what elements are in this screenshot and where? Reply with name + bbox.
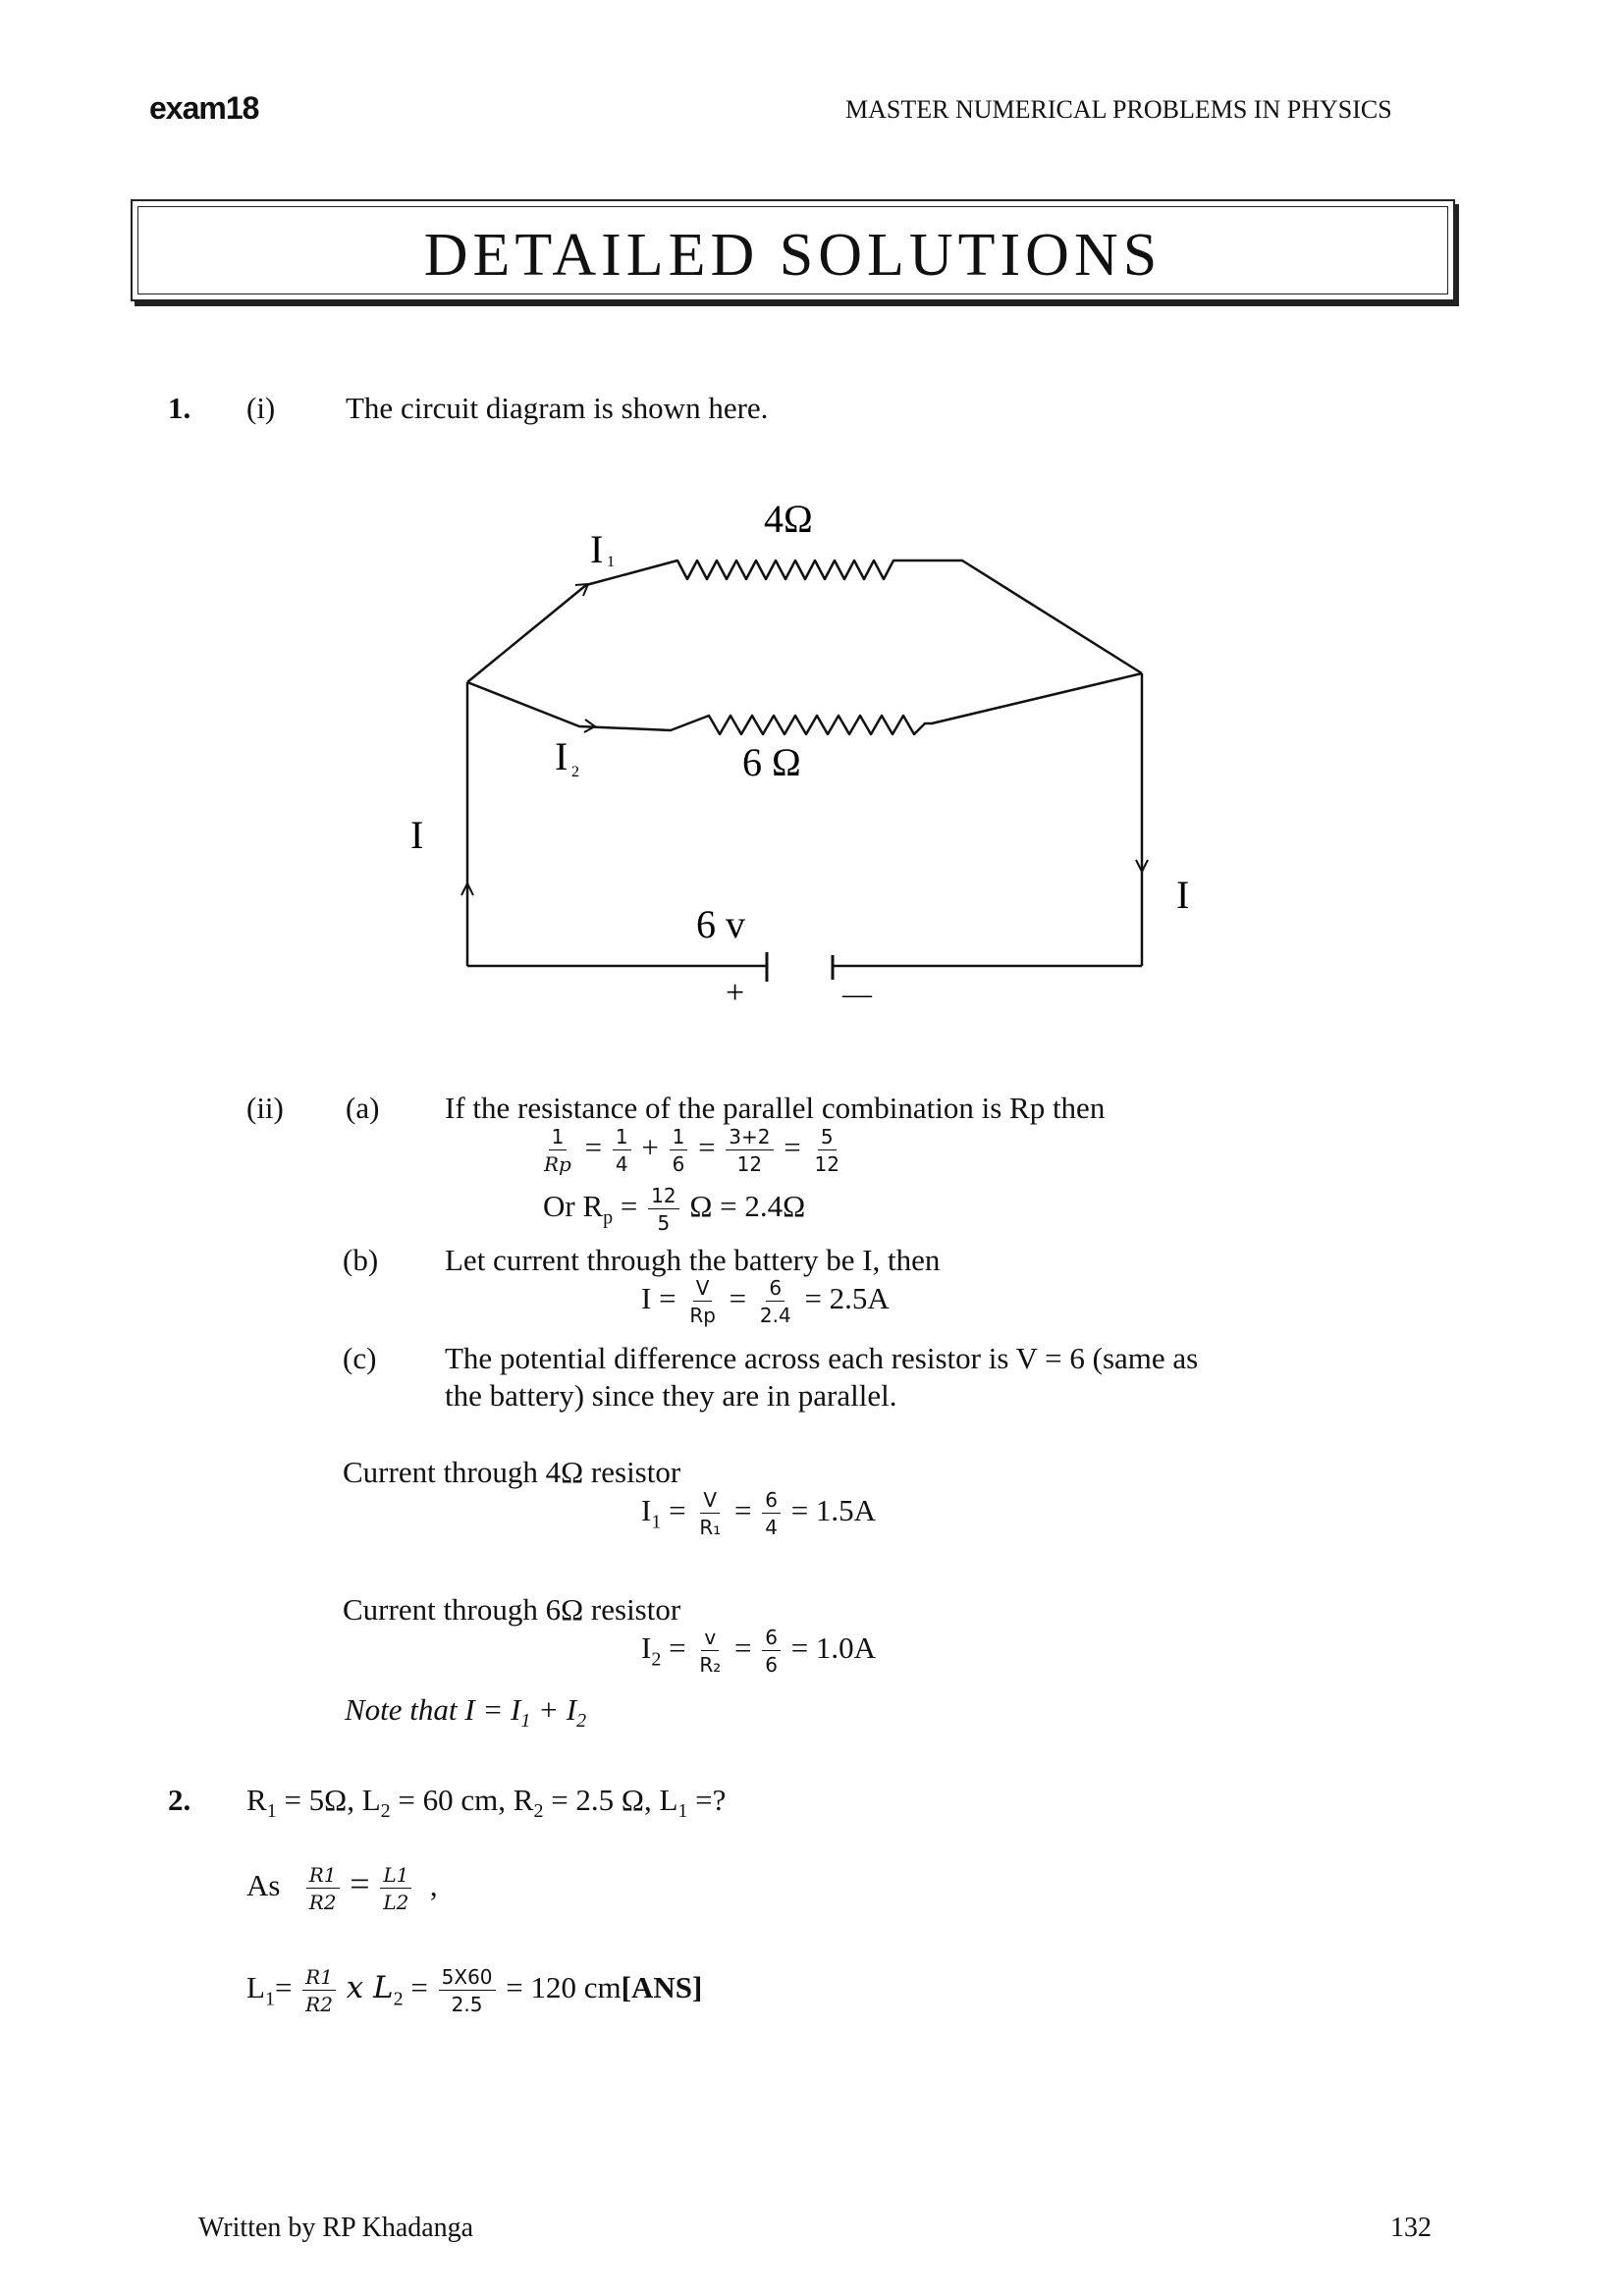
note-sub-2: 2 <box>576 1710 587 1733</box>
numerator: 12 <box>648 1186 678 1209</box>
times-l2: x L <box>346 1970 394 2006</box>
rp-lhs: Or R <box>543 1189 604 1224</box>
comma: , <box>429 1868 438 1902</box>
numerator: 1 <box>613 1127 631 1150</box>
denominator: L2 <box>383 1890 409 1914</box>
fraction <box>696 1490 724 1537</box>
label-current-right: I <box>1176 873 1190 917</box>
page-number: 132 <box>1390 2213 1432 2243</box>
given-l1-value: =? <box>687 1783 727 1817</box>
logo: exam18 <box>149 90 259 126</box>
equation-i1 <box>641 1490 876 1537</box>
fraction <box>380 1862 411 1914</box>
fraction <box>762 1628 781 1675</box>
circuit-diagram <box>0 0 1623 1080</box>
q1-part-i-label: (i) <box>246 391 276 425</box>
q1-c-line2: the battery) since they are in parallel. <box>445 1378 897 1413</box>
denominator: 12 <box>814 1152 839 1176</box>
q1-a-text: If the resistance of the parallel combination is Rp then <box>445 1091 1106 1125</box>
l1-lhs-sub: 1 <box>264 1988 275 2010</box>
given-l2-value: = 60 cm, R <box>390 1783 534 1817</box>
denominator: 4 <box>765 1516 778 1539</box>
equals-sign: = <box>784 1130 801 1165</box>
i2-result: = 1.0A <box>790 1630 877 1666</box>
label-i2-sub: 2 <box>571 764 579 780</box>
q1-c-label: (c) <box>343 1341 377 1375</box>
denominator: R₁ <box>699 1516 722 1539</box>
denominator: Rp <box>689 1304 716 1327</box>
q2-result-equation <box>246 1967 702 2014</box>
numerator: 5X60 <box>439 1967 496 1991</box>
numerator: 1 <box>670 1127 688 1150</box>
given-r1-value: = 5Ω, L <box>276 1783 381 1817</box>
fraction <box>648 1186 678 1233</box>
equals-sign: = <box>661 1630 686 1666</box>
denominator: 12 <box>736 1152 763 1176</box>
fraction <box>306 1862 340 1914</box>
given-r1-sub: 1 <box>266 1800 277 1823</box>
denominator: Rp <box>544 1152 571 1176</box>
fraction <box>686 1278 719 1325</box>
denominator: 2.5 <box>451 1993 483 2016</box>
l1-lhs: L <box>246 1970 265 2005</box>
current-6-ohm-text: Current through 6Ω resistor <box>343 1592 681 1627</box>
denominator: 6 <box>672 1152 685 1176</box>
denominator: R₂ <box>699 1653 722 1677</box>
resistor-4-ohm-branch <box>467 561 1142 682</box>
given-l2-sub: 2 <box>380 1800 391 1823</box>
equals-sign: = <box>584 1130 603 1165</box>
resistor-6-ohm-branch <box>467 673 1142 734</box>
q1-b-label: (b) <box>343 1243 379 1277</box>
note-part-a: Note that I = I <box>345 1692 521 1727</box>
numerator: 6 <box>766 1278 784 1302</box>
denominator: R2 <box>308 1890 337 1914</box>
answer-tag: [ANS] <box>621 1970 703 2005</box>
fraction <box>726 1127 773 1174</box>
equals-sign: = <box>274 1970 293 2005</box>
note-part-b: + I <box>530 1692 577 1727</box>
footer-author: Written by RP Khadanga <box>198 2213 474 2243</box>
label-plus: + <box>726 975 745 1011</box>
equals-sign: = <box>733 1493 752 1528</box>
denominator: 6 <box>765 1653 778 1677</box>
numerator: 1 <box>549 1127 568 1150</box>
rp-tail: Ω = 2.4Ω <box>689 1189 806 1224</box>
i1-lhs: I <box>641 1493 652 1528</box>
numerator: 6 <box>762 1490 781 1514</box>
numerator: 3+2 <box>726 1127 773 1150</box>
equals-sign: = <box>698 1130 716 1165</box>
equation-parallel-resistance <box>538 1127 845 1174</box>
q1-part-ii-label: (ii) <box>246 1091 284 1125</box>
label-i1-sub: 1 <box>607 554 615 570</box>
label-i2: I <box>555 734 568 778</box>
equals-sign: = <box>733 1630 752 1666</box>
note-kirchhoff <box>345 1692 586 1733</box>
label-6-ohm: 6 Ω <box>742 740 801 784</box>
fraction <box>762 1490 781 1537</box>
numerator: R1 <box>302 1967 336 1991</box>
i1-lhs-sub: 1 <box>651 1511 662 1533</box>
equals-sign: = <box>410 1970 428 2005</box>
question-number-2: 2. <box>168 1783 191 1817</box>
page-title: DETAILED SOLUTIONS <box>423 222 1163 289</box>
q1-part-i-text: The circuit diagram is shown here. <box>346 391 769 425</box>
given-r2-value: = 2.5 Ω, L <box>543 1783 678 1817</box>
label-i1: I <box>590 527 604 571</box>
fraction <box>439 1967 496 2014</box>
numerator: L1 <box>380 1865 411 1889</box>
denominator: 5 <box>657 1211 671 1235</box>
l1-result: = 120 cm <box>506 1970 622 2005</box>
equals-sign: = <box>661 1493 686 1528</box>
given-r2-sub: 2 <box>533 1800 544 1823</box>
fraction <box>812 1127 842 1174</box>
numerator: 6 <box>762 1628 781 1651</box>
equals-sign: = <box>350 1864 370 1903</box>
denominator: 2.4 <box>759 1304 791 1327</box>
current-4-ohm-text: Current through 4Ω resistor <box>343 1455 681 1489</box>
equals-sign: = <box>729 1281 747 1316</box>
fraction <box>613 1127 631 1174</box>
q1-c-line1: The potential difference across each resistor is V = 6 (same as <box>445 1341 1199 1375</box>
i1-result: = 1.5A <box>790 1493 877 1528</box>
note-sub-1: 1 <box>520 1710 531 1733</box>
q1-a-label: (a) <box>346 1091 380 1125</box>
fraction <box>541 1127 574 1174</box>
i-result: = 2.5A <box>804 1281 890 1316</box>
q1-b-text: Let current through the battery be I, then <box>445 1243 941 1277</box>
fraction <box>302 1967 336 2014</box>
equation-battery-current <box>641 1278 890 1325</box>
numerator: 5 <box>818 1127 837 1150</box>
rp-lhs-sub: p <box>603 1206 614 1229</box>
equation-i2 <box>641 1628 876 1675</box>
numerator: v <box>701 1628 719 1651</box>
numerator: V <box>700 1490 720 1514</box>
numerator: R1 <box>306 1865 340 1889</box>
i-lhs: I = <box>641 1281 676 1316</box>
q2-ratio-equation <box>246 1863 438 1912</box>
given-l1-sub: 1 <box>677 1800 688 1823</box>
q2-given <box>246 1783 726 1823</box>
label-4-ohm: 4Ω <box>764 497 813 541</box>
fraction <box>670 1127 688 1174</box>
l2-sub: 2 <box>393 1988 404 2010</box>
fraction <box>696 1628 724 1675</box>
equals-sign: = <box>620 1189 638 1224</box>
as-word: As <box>246 1868 281 1902</box>
fraction <box>757 1278 794 1325</box>
plus-sign: + <box>641 1130 659 1165</box>
label-battery-voltage: 6 v <box>696 902 745 946</box>
label-current-left: I <box>410 813 424 857</box>
question-number-1: 1. <box>168 391 191 425</box>
i2-lhs-sub: 2 <box>651 1648 662 1671</box>
denominator: R2 <box>305 1993 333 2016</box>
i2-lhs: I <box>641 1630 652 1666</box>
given-r: R <box>246 1783 267 1817</box>
numerator: V <box>693 1278 713 1302</box>
equation-rp-result <box>543 1186 805 1233</box>
denominator: 4 <box>615 1152 628 1176</box>
header-book-title: MASTER NUMERICAL PROBLEMS IN PHYSICS <box>845 95 1392 124</box>
label-minus: — <box>842 978 872 1010</box>
